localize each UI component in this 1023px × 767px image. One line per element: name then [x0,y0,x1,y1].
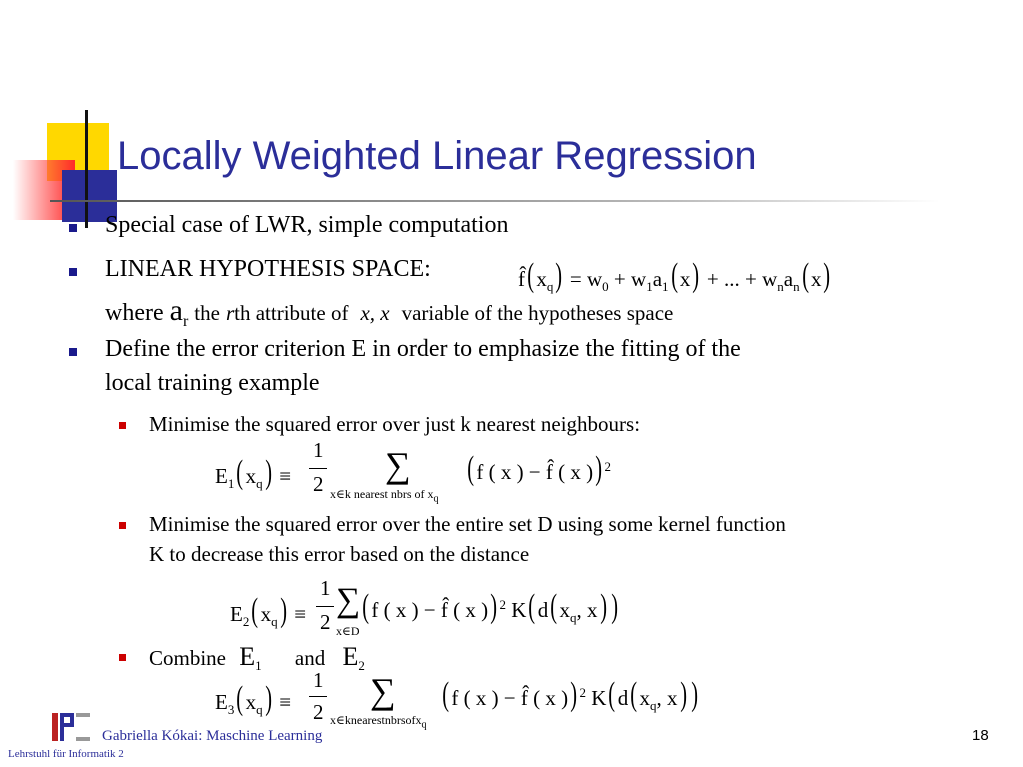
bullet-error-criterion-line1: Define the error criterion E in order to emphasize the fitting of the [105,336,741,362]
sub-bullet-marker [119,654,126,661]
bullet-special-case: Special case of LWR, simple computation [105,212,509,238]
footer-chair: Lehrstuhl für Informatik 2 [8,748,124,760]
equation-e2: $E_2$( $x_q$) ≡ 1 2 ∑ x∈D ( f ( x ) − f̂ ( x )) $^2$ K( d( $x_q$, x) ) [230,576,618,638]
sigma-symbol: ∑ [385,445,411,485]
sub-bullet-combine: Combine $E_1$ and $E_2$ [149,642,365,674]
bullet-marker [69,224,77,232]
deco-vertical-line [85,110,88,228]
deco-horizontal-line [50,200,940,202]
bullet-error-criterion-line2: local training example [105,370,320,396]
eq-fhat: f̂ [518,267,525,291]
page-number: 18 [972,727,989,744]
slide-title: Locally Weighted Linear Regression [117,134,757,178]
bullet-hypothesis-space: LINEAR HYPOTHESIS SPACE: [105,256,431,282]
bullet-where-line: where $a_r$ the rth attribute of x, x variable of the hypotheses space [105,294,674,330]
sub-bullet-marker [119,522,126,529]
hypothesis-equation: f̂( $x_q) = w_0 + w_1a_1$( x) + ... + $w_na_n$( x) [518,257,831,295]
footer-author: Gabriella Kókai: Maschine Learning [102,728,323,744]
equation-e1: $E_1$( $x_q$) ≡ 1 2 ∑ x∈k nearest nbrs of $x_q$ ( f ( x ) − f̂ ( x )) $^2$ [215,438,611,505]
bullet-marker [69,268,77,276]
sigma-symbol: ∑ [336,582,361,619]
sigma-symbol: ∑ [370,671,396,711]
sub-bullet-marker [119,422,126,429]
sub-bullet-kernel-line1: Minimise the squared error over the entire set D using some kernel function [149,512,786,536]
lps-logo [52,713,92,741]
equation-e3: $E_3$( $x_q$) ≡ 1 2 ∑ x∈knearestnbrsofx$_q$ ( f ( x ) − f̂ ( x )) $^2$ K( d( $x_q$, x) ) [215,668,698,731]
ar-symbol: a [169,294,183,327]
sub-bullet-k-nearest: Minimise the squared error over just k nearest neighbours: [149,412,641,436]
sub-bullet-kernel-line2: K to decrease this error based on the distance [149,542,530,566]
bullet-marker [69,348,77,356]
